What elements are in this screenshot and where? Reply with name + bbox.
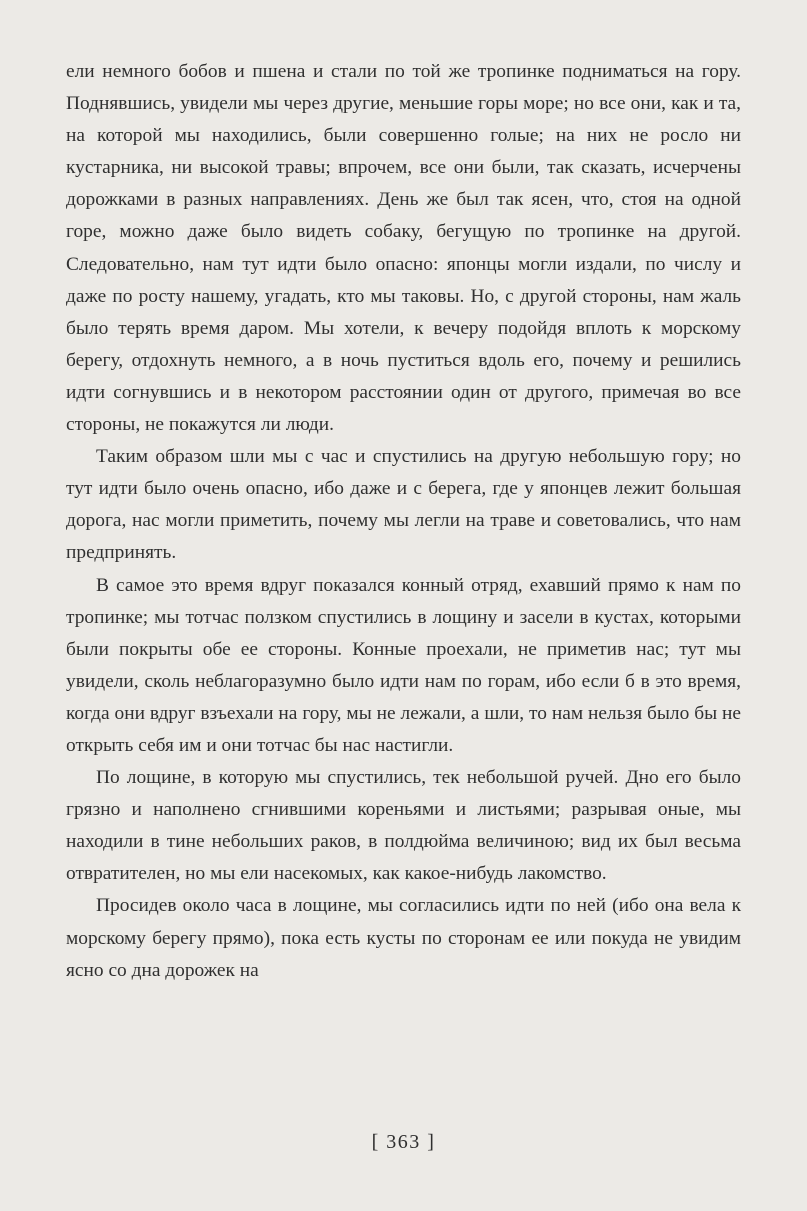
- paragraph: В самое это время вдруг показался конный отряд, ехавший прямо к нам по тропинке; мы тотчас ползком спустились в лощину и засели в кустах, которыми были покрыты обе ее стороны. Конные проехали, не приметив нас; тут мы увидели, сколь неблагоразумно было идти нам по горам, ибо если б в это время, когда они вдруг взъехали на гору, мы не лежали, а шли, то нам нельзя было бы не открыть себя им и они тотчас бы нас настигли.: [66, 574, 741, 756]
- page-text-column: [66, 56, 741, 987]
- page-footer: [0, 1131, 807, 1154]
- paragraph: Таким образом шли мы с час и спустились на другую небольшую гору; но тут идти было очень опасно, ибо даже и с берега, где у японцев лежит большая дорога, нас могли приметить, почему мы легли на траве и советовались, что нам предпринять.: [66, 446, 741, 564]
- paragraph: ели немного бобов и пшена и стали по той же тропинке подниматься на гору. Поднявшись, увидели мы через другие, меньшие горы море; но все они, как и та, на которой мы находились, были совершенно голые; на них не росло ни кустарника, ни высокой травы; впрочем, все они были, так сказать, исчерчены дорожками в разных направлениях. День же был так ясен, что, стоя на одной горе, можно даже было видеть собаку, бегущую по тропинке на другой. Следовательно, нам тут идти было опасно: японцы могли издали, по числу и даже по росту нашему, угадать, кто мы таковы. Но, с другой стороны, нам жаль было терять время даром. Мы хотели, к вечеру подойдя вплоть к морскому берегу, отдохнуть немного, а в ночь пуститься вдоль его, почему и решились идти согнувшись и в некотором расстоянии один от другого, примечая во все стороны, не покажутся ли люди.: [66, 61, 741, 436]
- paragraph: Просидев около часа в лощине, мы согласились идти по ней (ибо она вела к морскому берегу прямо), пока есть кусты по сторонам ее или покуда не увидим ясно со дна дорожек на: [66, 895, 741, 981]
- page-number: [ 363 ]: [371, 1131, 436, 1153]
- paragraph: По лощине, в которую мы спустились, тек небольшой ручей. Дно его было грязно и наполнено сгнившими кореньями и листьями; разрывая оные, мы находили в тине небольших раков, в полдюйма величиною; вид их был весьма отвратителен, но мы ели насекомых, как какое-нибудь лакомство.: [66, 767, 741, 885]
